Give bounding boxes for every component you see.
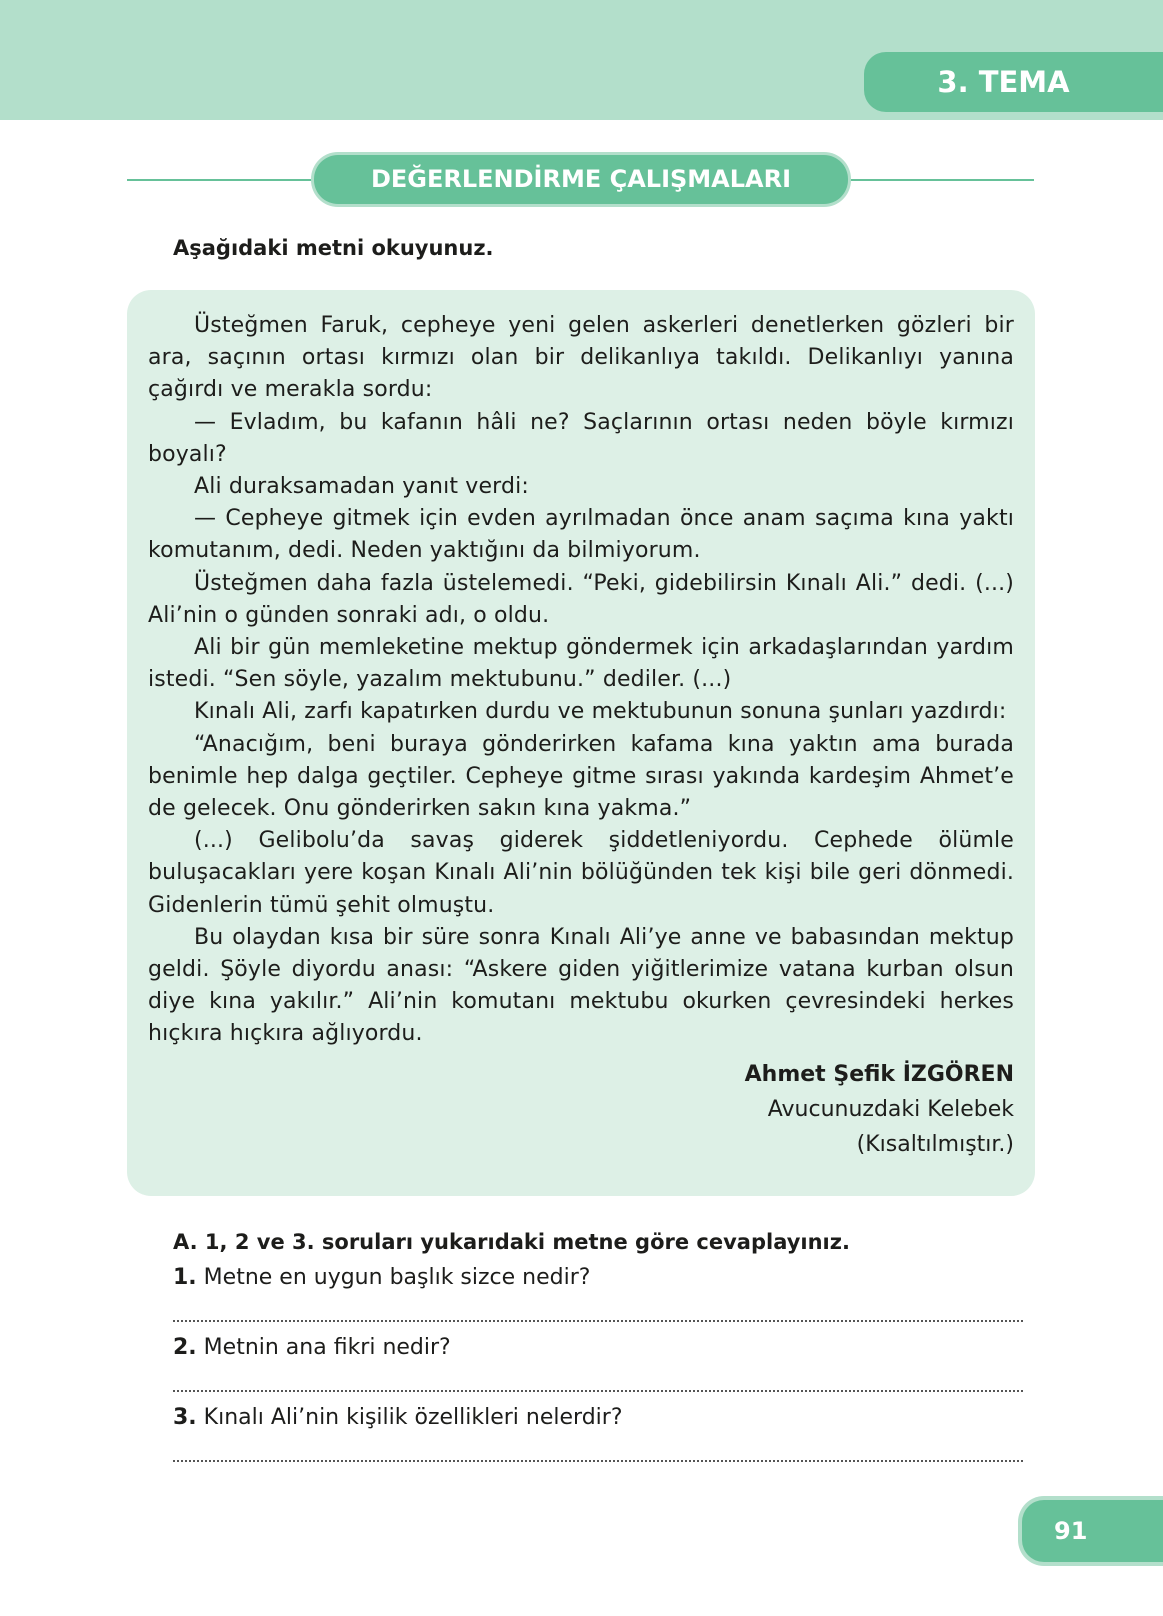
theme-label: 3. TEMA xyxy=(864,52,1163,112)
paragraph: (...) Gelibolu’da savaş giderek şiddetleniyordu. Cephede ölümle buluşacakları yere koşan Kınalı Ali’nin bölüğünden tek kişi bile geri dönmedi. Gidenlerin tümü şehit olmuştu. xyxy=(148,828,1014,918)
abridged-note: (Kısaltılmıştır.) xyxy=(856,1131,1014,1157)
page-number: 91 xyxy=(1022,1500,1163,1562)
paragraph: Ali duraksamadan yanıt verdi: xyxy=(194,474,529,500)
paragraph: Kınalı Ali, zarfı kapatırken durdu ve mektubunun sonuna şunları yazdırdı: xyxy=(194,699,1007,725)
author-name: Ahmet Şefik İZGÖREN xyxy=(744,1061,1014,1087)
question-number: 1. xyxy=(173,1265,197,1290)
paragraph: — Cepheye gitmek için evden ayrılmadan önce anam saçıma kına yaktı komutanım, dedi. Neden yaktığını da bilmiyorum. xyxy=(148,506,1014,564)
questions-section xyxy=(173,1226,1023,1472)
question-text: Kınalı Ali’nin kişilik özellikleri nelerdir? xyxy=(203,1405,623,1430)
question-item xyxy=(173,1332,1023,1364)
question-number: 2. xyxy=(173,1335,197,1360)
question-text: Metnin ana fikri nedir? xyxy=(203,1335,451,1360)
section-title: DEĞERLENDİRME ÇALIŞMALARI xyxy=(314,155,848,204)
question-item xyxy=(173,1262,1023,1294)
question-text: Metne en uygun başlık sizce nedir? xyxy=(203,1265,591,1290)
paragraph: “Anacığım, beni buraya gönderirken kafama kına yaktın ama burada benimle hep dalga geçtiler. Cepheye gitme sırası yakında kardeşim Ahmet’e de gelecek. Onu gönderirken sakın kına yakma.” xyxy=(148,731,1014,822)
section-rule-left xyxy=(127,179,317,181)
paragraph: Üsteğmen Faruk, cepheye yeni gelen askerleri denetlerken gözleri bir ara, saçının ortası kırmızı olan bir delikanlıya takıldı. Delikanlıyı yanına çağırdı ve merakla sordu: xyxy=(148,313,1014,403)
question-item xyxy=(173,1402,1023,1434)
answer-line[interactable] xyxy=(173,1434,1023,1462)
paragraph: — Evladım, bu kafanın hâli ne? Saçlarının ortası neden böyle kırmızı boyalı? xyxy=(148,409,1014,467)
book-title: Avucunuzdaki Kelebek xyxy=(767,1096,1014,1122)
source-signature xyxy=(148,1057,1014,1162)
reading-text-box xyxy=(127,290,1035,1196)
paragraph: Üsteğmen daha fazla üstelemedi. “Peki, gidebilirsin Kınalı Ali.” dedi. (...) Ali’nin o günden sonraki adı, o oldu. xyxy=(148,570,1014,628)
section-rule-right xyxy=(840,179,1034,181)
questions-heading: A. 1, 2 ve 3. soruları yukarıdaki metne göre cevaplayınız. xyxy=(173,1230,850,1254)
paragraph: Ali bir gün memleketine mektup göndermek için arkadaşlarından yardım istedi. “Sen söyle, yazalım mektubunu.” dediler. (...) xyxy=(148,635,1014,693)
answer-line[interactable] xyxy=(173,1294,1023,1322)
answer-line[interactable] xyxy=(173,1364,1023,1392)
paragraph: Bu olaydan kısa bir süre sonra Kınalı Ali’ye anne ve babasından mektup geldi. Şöyle diyordu anası: “Askere giden yiğitlerimize vatana kurban olsun diye kına yakılır.” Ali’nin komutanı mektubu okurken çevresindeki herkes hıçkıra hıçkıra ağlıyordu. xyxy=(148,924,1014,1047)
question-number: 3. xyxy=(173,1405,197,1430)
reading-instruction: Aşağıdaki metni okuyunuz. xyxy=(173,236,494,260)
